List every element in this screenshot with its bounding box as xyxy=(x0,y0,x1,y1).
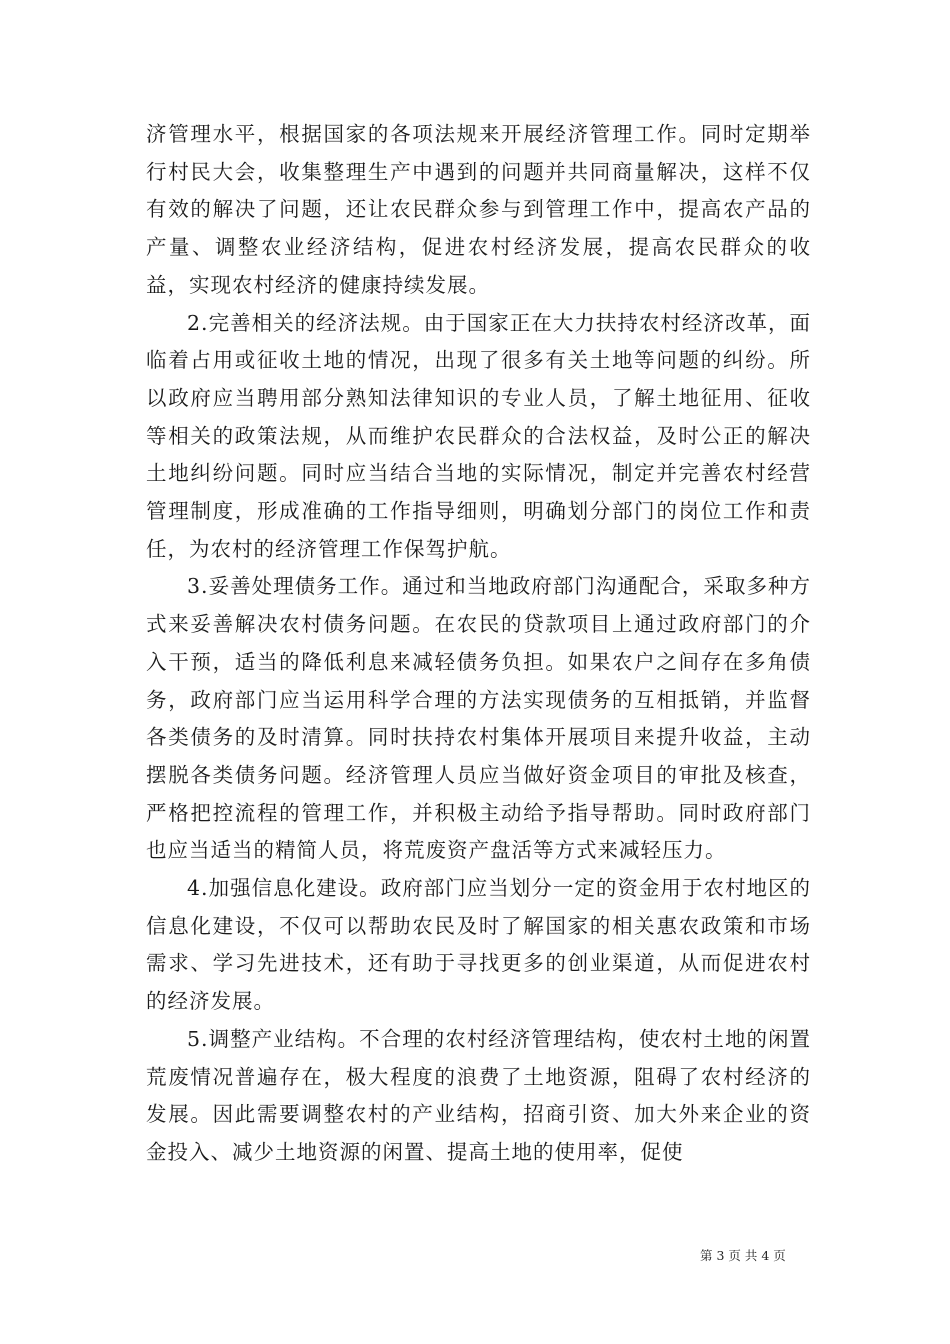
paragraph-item-2: 2.完善相关的经济法规。由于国家正在大力扶持农村经济改革，面临着占用或征收土地的情况，出现了很多有关土地等问题的纠纷。所以政府应当聘用部分熟知法律知识的专业人员，了解土地征用、征收等相关的政策法规，从而维护农民群众的合法权益，及时公正的解决土地纠纷问题。同时应当结合当地的实际情况，制定并完善农村经营管理制度，形成准确的工作指导细则，明确划分部门的岗位工作和责任，为农村的经济管理工作保驾护航。 xyxy=(146,310,811,561)
page-number-footer: 第 3 页 共 4 页 xyxy=(700,1248,786,1263)
paragraph-continuation: 济管理水平，根据国家的各项法规来开展经济管理工作。同时定期举行村民大会，收集整理生产中遇到的问题并共同商量解决，这样不仅有效的解决了问题，还让农民群众参与到管理工作中，提高农产品的产量、调整农业经济结构，促进农村经济发展，提高农民群众的收益，实现农村经济的健康持续发展。 xyxy=(146,122,811,297)
paragraph-item-3: 3.妥善处理债务工作。通过和当地政府部门沟通配合，采取多种方式来妥善解决农村债务问题。在农民的贷款项目上通过政府部门的介入干预，适当的降低利息来减轻债务负担。如果农户之间存在多角债务，政府部门应当运用科学合理的方法实现债务的互相抵销，并监督各类债务的及时清算。同时扶持农村集体开展项目来提升收益，主动摆脱各类债务问题。经济管理人员应当做好资金项目的审批及核查，严格把控流程的管理工作，并积极主动给予指导帮助。同时政府部门也应当适当的精简人员，将荒废资产盘活等方式来减轻压力。 xyxy=(146,574,811,863)
body-text xyxy=(146,116,811,1172)
paragraph-item-4: 4.加强信息化建设。政府部门应当划分一定的资金用于农村地区的信息化建设，不仅可以帮助农民及时了解国家的相关惠农政策和市场需求、学习先进技术，还有助于寻找更多的创业渠道，从而促进农村的经济发展。 xyxy=(146,876,811,1014)
paragraph-item-5: 5.调整产业结构。不合理的农村经济管理结构，使农村土地的闲置荒废情况普遍存在，极大程度的浪费了土地资源，阻碍了农村经济的发展。因此需要调整农村的产业结构，招商引资、加大外来企业的资金投入、减少土地资源的闲置、提高土地的使用率，促使 xyxy=(146,1026,811,1164)
